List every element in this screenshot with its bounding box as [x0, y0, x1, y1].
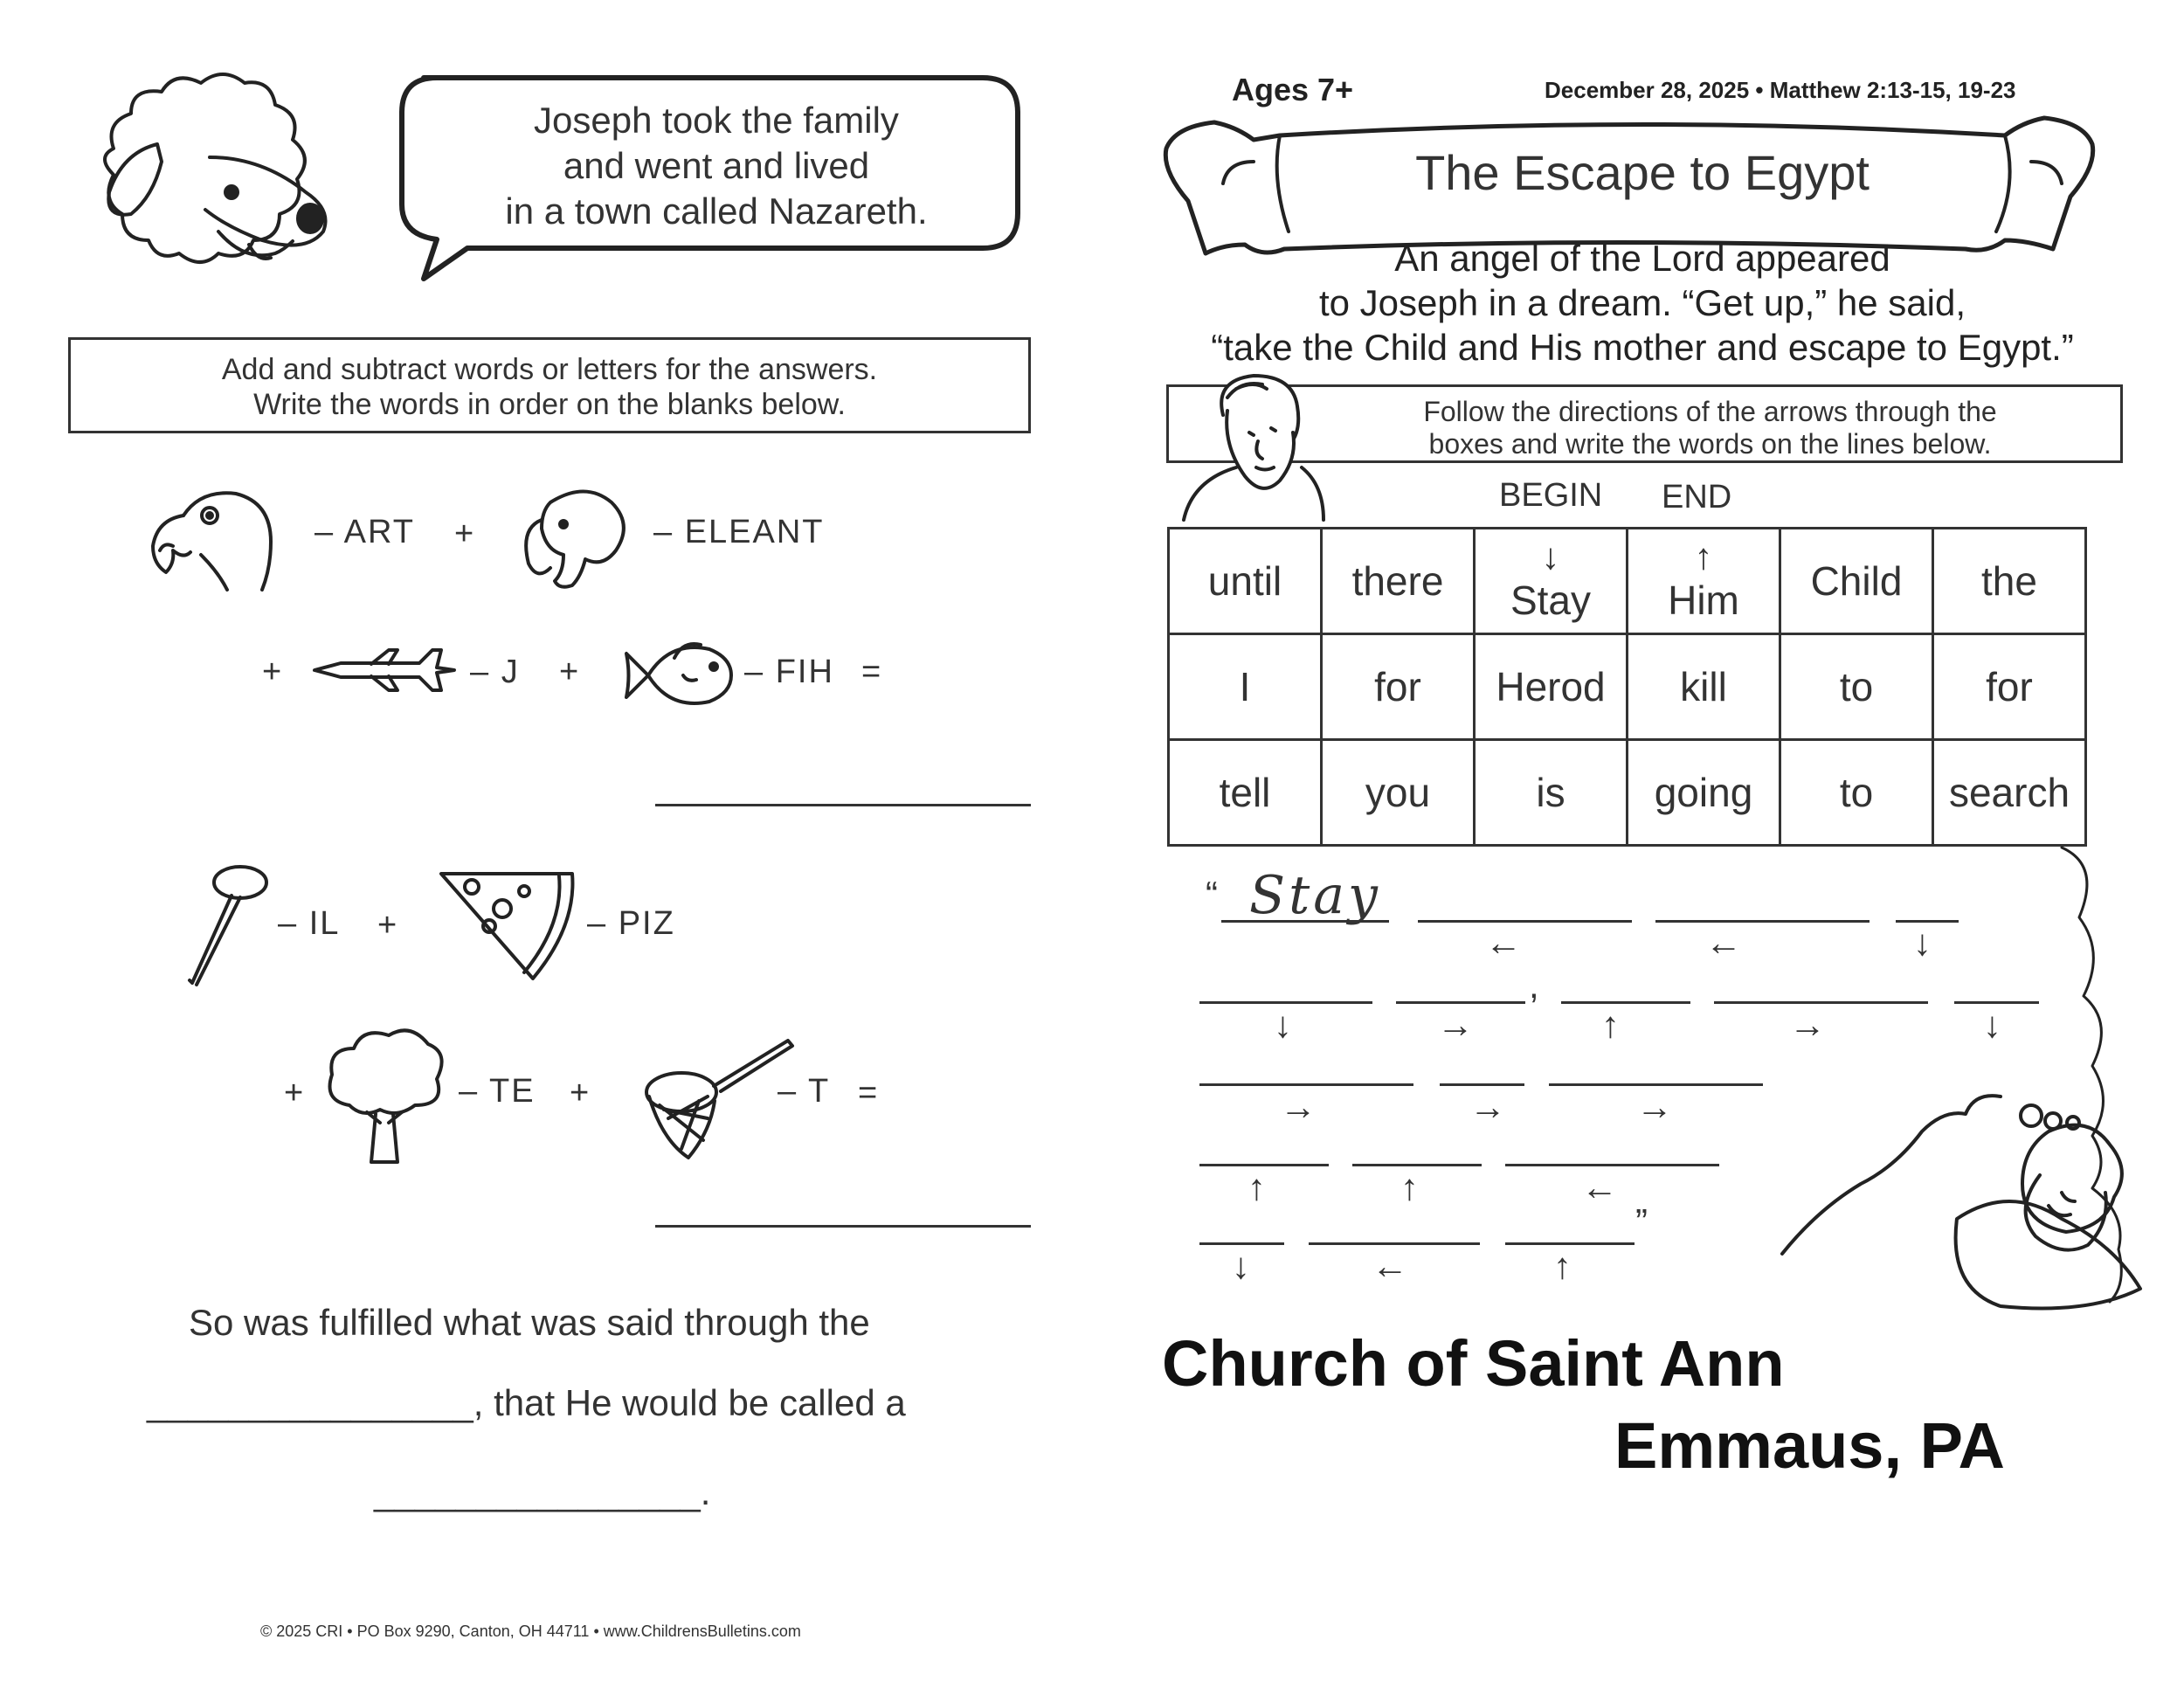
grid-cell[interactable]: kill — [1628, 634, 1780, 740]
arrow-up-icon: ↑ — [1601, 1004, 1620, 1045]
arrow-right-icon: → — [1437, 1004, 1474, 1045]
arrow-left-icon: ← — [1372, 1245, 1408, 1286]
grid-cell[interactable]: there — [1322, 529, 1475, 634]
op-minus-j: – J — [470, 654, 520, 690]
answer-line[interactable] — [1221, 920, 1389, 923]
arrow-up-icon: ↑ — [1694, 536, 1713, 577]
op-plus: + — [284, 1075, 306, 1111]
arrow-left-icon: ← — [1581, 1166, 1618, 1207]
speech-line: in a town called Nazareth. — [505, 190, 928, 232]
end-label: END — [1662, 479, 1732, 515]
church-location: Emmaus, PA — [1614, 1409, 2005, 1482]
intro-line: to Joseph in a dream. “Get up,” he said, — [1318, 282, 1966, 323]
thought-cloud — [1782, 843, 2149, 1332]
arrow-left-icon: ← — [1485, 922, 1522, 963]
grid-row — [1169, 740, 2086, 846]
directions-line: Follow the directions of the arrows through the — [1423, 396, 1997, 427]
arrow-down-icon: ↓ — [1274, 1004, 1292, 1045]
answer-line[interactable] — [1561, 1001, 1690, 1004]
answer-line[interactable] — [1655, 920, 1870, 923]
directions-line: boxes and write the words on the lines below. — [1428, 428, 1992, 460]
instructions-line: Add and subtract words or letters for the answers. — [221, 353, 878, 386]
word-grid — [1167, 527, 2087, 847]
elephant-icon — [515, 485, 629, 594]
grid-cell-begin[interactable]: ↓ Stay — [1475, 529, 1628, 634]
sentence-line-3: ________________. — [374, 1471, 711, 1512]
grid-cell[interactable]: the — [1933, 529, 2086, 634]
arrow-down-icon: ↓ — [1913, 922, 1932, 963]
comma: , — [1529, 965, 1539, 1006]
op-minus-t: – T — [778, 1073, 831, 1110]
grid-cell[interactable]: you — [1322, 740, 1475, 846]
instructions-box — [68, 337, 1031, 433]
copyright: © 2025 CRI • PO Box 9290, Canton, OH 44711 • www.ChildrensBulletins.com — [260, 1622, 801, 1640]
ages-label: Ages 7+ — [1232, 72, 1354, 107]
close-quote: ” — [1635, 1201, 1648, 1242]
arrow-up-icon: ↑ — [1400, 1166, 1419, 1207]
church-name: Church of Saint Ann — [1162, 1327, 1785, 1400]
arrow-down-icon: ↓ — [1232, 1245, 1250, 1286]
grid-cell[interactable]: is — [1475, 740, 1628, 846]
op-equals: = — [858, 1075, 880, 1111]
speech-line: and went and lived — [563, 145, 870, 186]
grid-cell[interactable]: until — [1169, 529, 1322, 634]
op-minus-te: – TE — [459, 1073, 536, 1110]
grid-cell[interactable]: for — [1933, 634, 2086, 740]
handwritten-first-word: Stay — [1249, 865, 1381, 926]
lamb-illustration — [61, 61, 384, 323]
speech-line: Joseph took the family — [534, 100, 899, 141]
op-plus: + — [262, 654, 284, 690]
op-minus-piz: – PIZ — [587, 905, 675, 942]
intro-text — [1179, 236, 2105, 370]
arrow-right-icon: → — [1636, 1086, 1673, 1127]
grid-cell[interactable]: for — [1322, 634, 1475, 740]
arrow-up-icon: ↑ — [1553, 1245, 1572, 1286]
jet-icon — [310, 648, 459, 692]
grid-cell[interactable]: tell — [1169, 740, 1322, 846]
grid-cell[interactable]: Herod — [1475, 634, 1628, 740]
fish-icon — [622, 636, 736, 715]
op-minus-il: – IL — [278, 905, 341, 942]
date-reference: December 28, 2025 • Matthew 2:13-15, 19-23 — [1545, 77, 2016, 103]
op-plus: + — [454, 515, 476, 552]
arrow-right-icon: → — [1469, 1086, 1506, 1127]
sentence-line-1: So was fulfilled what was said through the — [189, 1302, 870, 1343]
open-quote: “ — [1206, 874, 1218, 915]
parrot-icon — [149, 489, 275, 590]
op-plus: + — [559, 654, 581, 690]
intro-line: “take the Child and His mother and escape to Egypt.” — [1211, 327, 2074, 368]
op-plus: + — [570, 1075, 591, 1111]
page-title: The Escape to Egypt — [1415, 145, 1870, 200]
grid-cell[interactable]: going — [1628, 740, 1780, 846]
answer-blank-1[interactable] — [655, 804, 1031, 806]
arrow-up-icon: ↑ — [1248, 1166, 1266, 1207]
arrow-down-icon: ↓ — [1541, 536, 1560, 577]
grid-cell[interactable]: Child — [1780, 529, 1933, 634]
grid-cell[interactable]: I — [1169, 634, 1322, 740]
speech-text — [446, 98, 987, 234]
answer-blank-2[interactable] — [655, 1225, 1031, 1228]
grid-row — [1169, 529, 2086, 634]
op-minus-art: – ART — [314, 514, 415, 550]
op-minus-fih: – FIH — [744, 654, 834, 690]
nail-icon — [183, 861, 271, 992]
op-plus: + — [377, 907, 399, 944]
arrow-left-icon: ← — [1705, 922, 1742, 963]
grid-cell[interactable]: to — [1780, 740, 1933, 846]
begin-label: BEGIN — [1499, 477, 1603, 514]
intro-line: An angel of the Lord appeared — [1394, 238, 1890, 279]
grid-cell[interactable]: to — [1780, 634, 1933, 740]
op-equals: = — [861, 654, 883, 690]
pizza-icon — [437, 869, 577, 983]
grid-cell-end[interactable]: ↑ Him — [1628, 529, 1780, 634]
instructions-line: Write the words in order on the blanks below. — [253, 388, 846, 421]
op-minus-eleant: – ELEANT — [653, 514, 825, 550]
sentence-line-2: ________________, that He would be called a — [147, 1382, 906, 1423]
joseph-illustration — [1179, 371, 1328, 524]
arrow-right-icon: → — [1280, 1086, 1317, 1127]
grid-row — [1169, 634, 2086, 740]
arrow-down-icon: ↓ — [1983, 1004, 2001, 1045]
arrow-right-icon: → — [1789, 1004, 1826, 1045]
net-icon — [642, 1035, 795, 1166]
answer-line[interactable] — [1418, 920, 1632, 923]
tree-icon — [323, 1027, 446, 1166]
grid-cell[interactable]: search — [1933, 740, 2086, 846]
